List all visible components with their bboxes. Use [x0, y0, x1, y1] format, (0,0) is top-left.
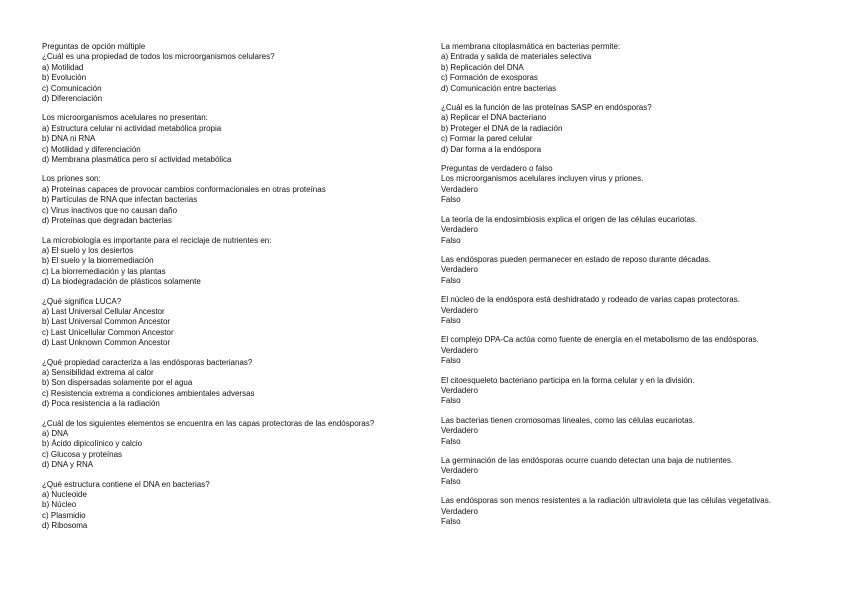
- answer-line: d) Last Unknown Common Ancestor: [42, 338, 171, 348]
- answer-line: c) Virus inactivos que no causan daño: [42, 205, 178, 215]
- answer-line: a) El suelo y los desiertos: [42, 245, 134, 255]
- question-text: ¿Qué propiedad caracteriza a las endósporas bacterianas?: [42, 357, 253, 367]
- answer-line: b) Replicación del DNA: [441, 62, 524, 72]
- answer-line: b) Ácido dipicolínico y calcio: [42, 439, 143, 449]
- question-text: La teoría de la endosimbiosis explica el origen de las células eucariotas.: [441, 214, 698, 224]
- answer-line: d) Proteínas que degradan bacterias: [42, 216, 172, 226]
- answer-line: Falso: [441, 436, 461, 446]
- answer-line: b) Evolución: [42, 73, 87, 83]
- answer-line: c) Last Unicellular Common Ancestor: [42, 327, 174, 337]
- question-block: [441, 103, 805, 155]
- question-block: [441, 376, 805, 407]
- answer-line: d) Ribosoma: [42, 521, 88, 531]
- question-block: [441, 255, 805, 286]
- answer-line: Los microorganismos acelulares incluyen virus y priones.: [441, 174, 644, 184]
- answer-line: c) La biorremediación y las plantas: [42, 266, 166, 276]
- answer-line: Falso: [441, 195, 461, 205]
- answer-line: b) Núcleo: [42, 500, 77, 510]
- answer-line: c) Resistencia extrema a condiciones ambientales adversas: [42, 388, 255, 398]
- answer-line: Falso: [441, 396, 461, 406]
- question-text: El núcleo de la endóspora está deshidratado y rodeado de varias capas protectoras.: [441, 295, 740, 305]
- question-text: Los priones son:: [42, 174, 101, 184]
- question-text: ¿Cuál es la función de las proteínas SASP en endósporas?: [441, 103, 652, 113]
- question-text: El citoesqueleto bacteriano participa en la forma celular y en la división.: [441, 375, 695, 385]
- answer-line: d) DNA y RNA: [42, 460, 94, 470]
- answer-line: b) Son dispersadas solamente por el agua: [42, 378, 193, 388]
- answer-line: b) DNA ni RNA: [42, 134, 96, 144]
- answer-line: Verdadero: [441, 265, 478, 275]
- question-block: [42, 480, 406, 532]
- answer-line: ¿Cuál es una propiedad de todos los microorganismos celulares?: [42, 52, 275, 62]
- question-block: [42, 358, 406, 410]
- answer-line: Falso: [441, 275, 461, 285]
- question-text: Las endósporas son menos resistentes a la radiación ultravioleta que las células vegetativas.: [441, 496, 771, 506]
- answer-line: c) Plasmidio: [42, 510, 86, 520]
- answer-line: Verdadero: [441, 345, 478, 355]
- question-text: La germinación de las endósporas ocurre cuando detectan una baja de nutrientes.: [441, 456, 734, 465]
- question-block: [441, 215, 805, 246]
- answer-line: a) Sensibilidad extrema al calor: [42, 367, 154, 377]
- answer-line: d) La biodegradación de plásticos solamente: [42, 277, 201, 287]
- answer-line: c) Glucosa y proteínas: [42, 449, 123, 459]
- answer-line: a) Proteínas capaces de provocar cambios conformacionales en otras proteínas: [42, 184, 326, 194]
- question-text: Las bacterias tienen cromosomas lineales, como las células eucariotas.: [441, 415, 695, 425]
- answer-line: Verdadero: [441, 466, 478, 476]
- question-block: [441, 335, 805, 366]
- question-text: La microbiología es importante para el reciclaje de nutrientes en:: [42, 235, 272, 245]
- question-block: [441, 416, 805, 447]
- question-block: [42, 174, 406, 226]
- question-text: Las endósporas pueden permanecer en estado de reposo durante décadas.: [441, 254, 711, 264]
- answer-line: b) Proteger el DNA de la radiación: [441, 123, 563, 133]
- question-text: ¿Qué significa LUCA?: [42, 296, 122, 306]
- answer-line: d) Dar forma a la endóspora: [441, 144, 542, 154]
- answer-line: a) Replicar el DNA bacteriano: [441, 113, 547, 123]
- answer-line: c) Motilidad y diferenciación: [42, 144, 141, 154]
- answer-line: c) Formación de exosporas: [441, 73, 538, 83]
- answer-line: Verdadero: [441, 184, 478, 194]
- answer-line: Verdadero: [441, 385, 478, 395]
- answer-line: c) Comunicación: [42, 83, 102, 93]
- answer-line: b) Partículas de RNA que infectan bacterias: [42, 195, 198, 205]
- answer-line: Falso: [441, 356, 461, 366]
- question-block: [42, 42, 406, 104]
- question-block: [441, 42, 805, 94]
- answer-line: Verdadero: [441, 305, 478, 315]
- answer-line: Verdadero: [441, 506, 478, 516]
- answer-line: Falso: [441, 235, 461, 245]
- answer-line: Falso: [441, 315, 461, 325]
- question-text: La membrana citoplasmática en bacterias permite:: [441, 42, 621, 51]
- answer-line: a) Estructura celular ni actividad metabólica propia: [42, 123, 222, 133]
- answer-line: Verdadero: [441, 225, 478, 235]
- question-block: [441, 456, 805, 487]
- answer-line: b) El suelo y la biorremediación: [42, 256, 154, 266]
- question-block: [441, 164, 805, 206]
- answer-line: a) Last Universal Cellular Ancestor: [42, 306, 165, 316]
- right-column: [441, 42, 805, 536]
- answer-line: d) Comunicación entre bacterias: [441, 83, 557, 93]
- question-block: [42, 113, 406, 165]
- answer-line: d) Diferenciación: [42, 94, 103, 104]
- answer-line: a) Entrada y salida de materiales selectiva: [441, 52, 592, 62]
- answer-line: d) Poca resistencia a la radiación: [42, 399, 160, 409]
- question-block: [42, 297, 406, 349]
- question-block: [42, 419, 406, 471]
- question-text: Preguntas de opción múltiple: [42, 42, 146, 51]
- left-column: [42, 42, 406, 541]
- answer-line: a) Motilidad: [42, 62, 84, 72]
- question-block: [441, 295, 805, 326]
- question-text: El complejo DPA-Ca actúa como fuente de energía en el metabolismo de las endósporas.: [441, 335, 759, 345]
- question-text: ¿Cuál de los siguientes elementos se encuentra en las capas protectoras de las endósporas?: [42, 418, 375, 428]
- question-text: Los microorganismos acelulares no presentan:: [42, 113, 208, 123]
- answer-line: c) Formar la pared celular: [441, 134, 533, 144]
- answer-line: Falso: [441, 517, 461, 527]
- question-block: [441, 496, 805, 527]
- question-text: ¿Qué estructura contiene el DNA en bacterias?: [42, 479, 210, 489]
- question-text: Preguntas de verdadero o falso: [441, 164, 553, 174]
- answer-line: a) Nucleoide: [42, 490, 87, 500]
- question-block: [42, 236, 406, 288]
- answer-line: d) Membrana plasmática pero sí actividad metabólica: [42, 155, 232, 165]
- answer-line: Falso: [441, 476, 461, 486]
- answer-line: a) DNA: [42, 429, 69, 438]
- answer-line: b) Last Universal Common Ancestor: [42, 317, 171, 327]
- answer-line: Verdadero: [441, 426, 478, 436]
